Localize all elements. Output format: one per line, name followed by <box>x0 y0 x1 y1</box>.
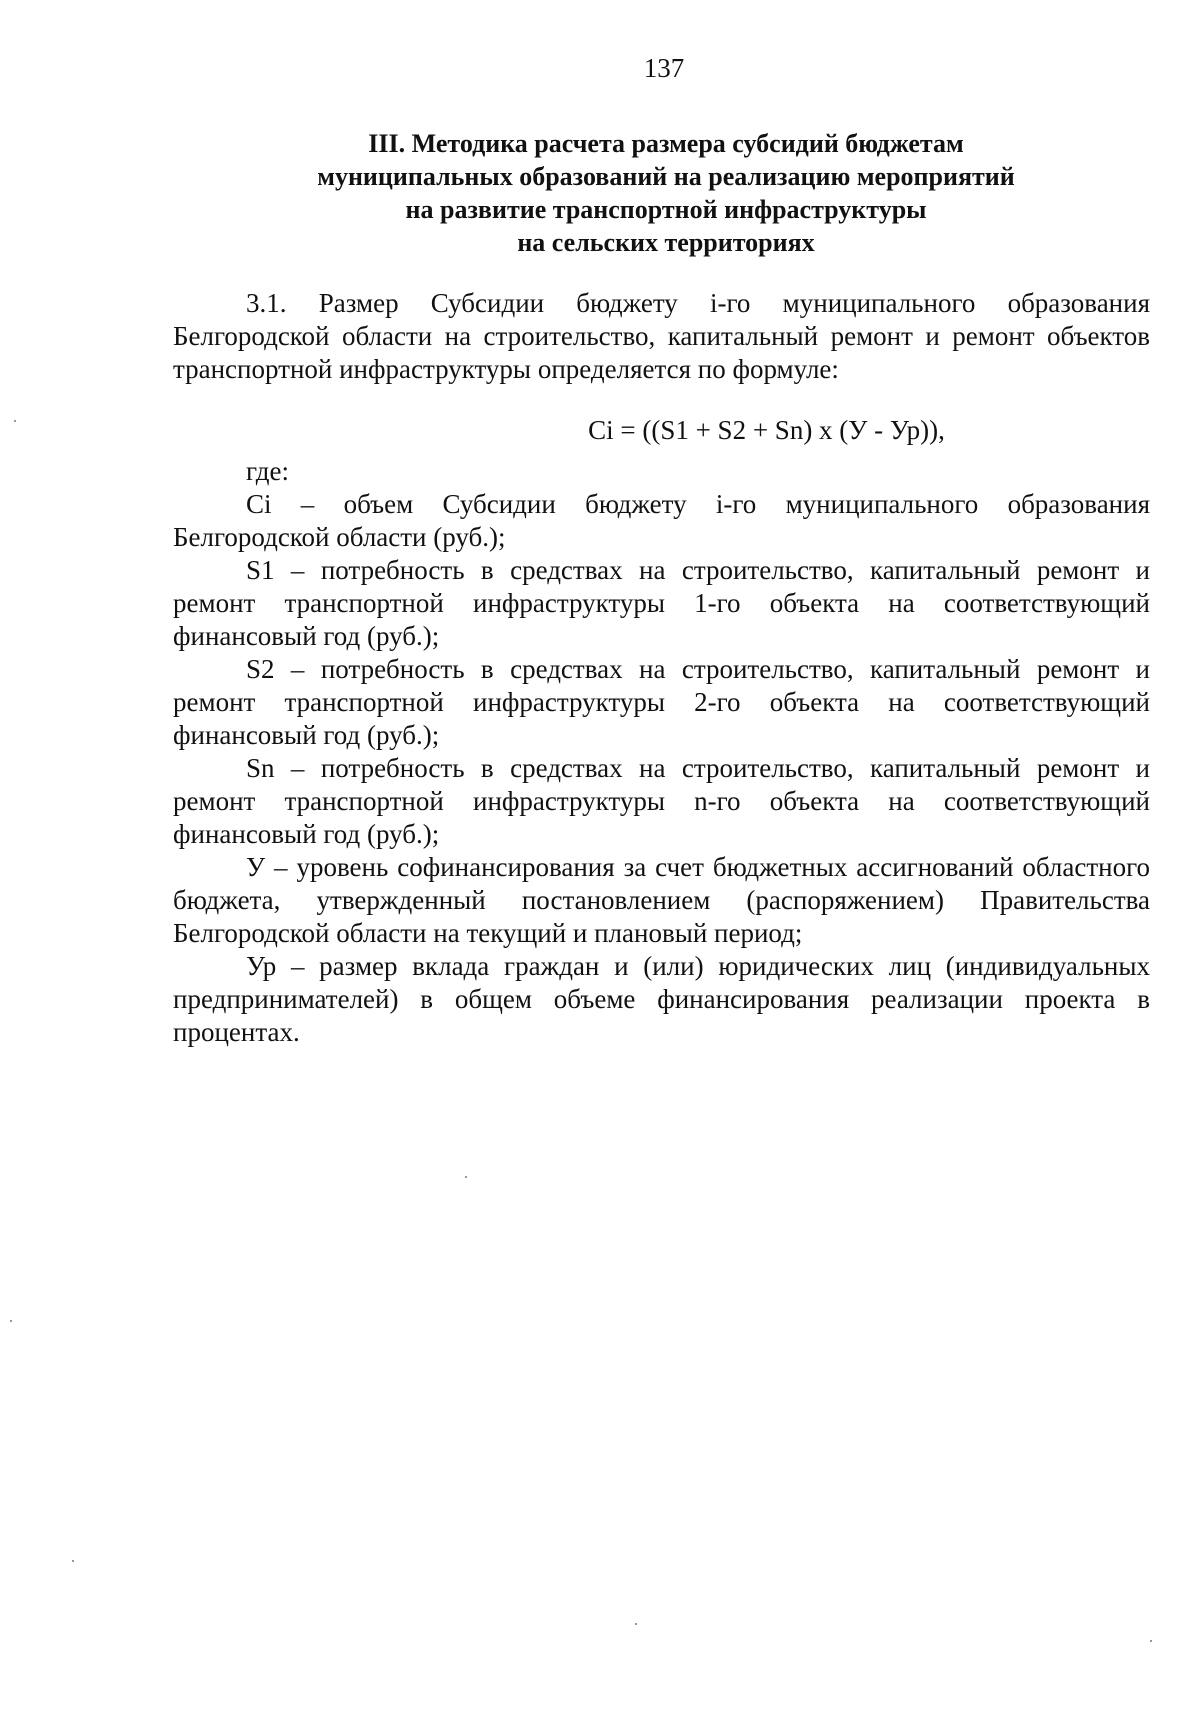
definition-ci: Ci – объем Субсидии бюджету i-го муниципального образования Белгородской области (руб.); <box>173 489 1150 552</box>
scan-speck <box>14 420 16 422</box>
definition-s2: S2 – потребность в средствах на строительство, капитальный ремонт и ремонт транспортной инфраструктуры 2-го объекта на соответствующий финансовый год (руб.); <box>173 654 1150 750</box>
section-heading <box>250 127 1082 259</box>
scan-speck <box>10 1320 12 1322</box>
definition-u: У – уровень софинансирования за счет бюджетных ассигнований областного бюджета, утвержденный постановлением (распоряжением) Правительства Белгородской области на текущий и плановый период; <box>173 852 1150 948</box>
scan-speck <box>72 1560 74 1562</box>
definition-ur: Ур – размер вклада граждан и (или) юридических лиц (индивидуальных предпринимателей) в общем объеме финансирования реализации проекта в процентах. <box>173 951 1150 1047</box>
intro-paragraph: 3.1. Размер Субсидии бюджету i-го муниципального образования Белгородской области на строительство, капитальный ремонт и ремонт объектов транспортной инфраструктуры определяется по формуле: <box>173 288 1150 384</box>
heading-line: муниципальных образований на реализацию мероприятий <box>317 162 1015 191</box>
where-label: где: <box>246 456 289 486</box>
page-number: 137 <box>643 53 685 83</box>
heading-line: III. Методика расчета размера субсидий бюджетам <box>368 129 964 158</box>
document-body <box>173 287 1150 1049</box>
scan-speck <box>635 1623 637 1625</box>
heading-line: на развитие транспортной инфраструктуры <box>405 195 927 224</box>
scan-speck <box>465 1176 467 1178</box>
scan-speck <box>1150 1640 1152 1642</box>
subsidy-formula: Ci = ((S1 + S2 + Sn) x (У - Ур)), <box>588 415 945 445</box>
definition-s1: S1 – потребность в средствах на строительство, капитальный ремонт и ремонт транспортной инфраструктуры 1-го объекта на соответствующий финансовый год (руб.); <box>173 555 1150 651</box>
definition-sn: Sn – потребность в средствах на строительство, капитальный ремонт и ремонт транспортной инфраструктуры n-го объекта на соответствующий финансовый год (руб.); <box>173 753 1150 849</box>
heading-line: на сельских территориях <box>517 228 815 257</box>
